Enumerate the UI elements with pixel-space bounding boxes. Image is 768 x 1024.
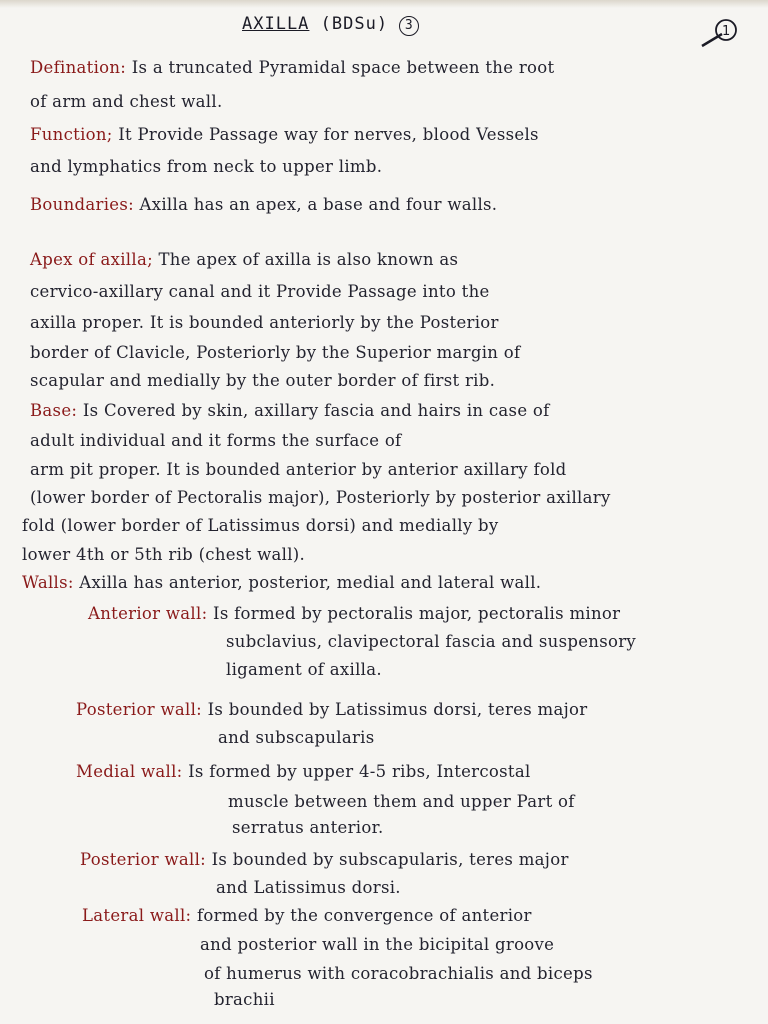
svg-text:1: 1 bbox=[722, 24, 731, 39]
base-text-1: Is Covered by skin, axillary fascia and hairs in case of bbox=[82, 401, 550, 420]
walls-text-1: Axilla has anterior, posterior, medial and lateral wall. bbox=[79, 573, 542, 592]
posterior-wall-a-text-2: and subscapularis bbox=[218, 728, 375, 747]
walls-line-1 bbox=[22, 573, 541, 592]
definition-heading: Defination: bbox=[30, 58, 127, 77]
anterior-wall-text-2: subclavius, clavipectoral fascia and suspensory bbox=[226, 632, 637, 651]
base-line-2 bbox=[30, 431, 401, 450]
posterior-wall-b-text-2: and Latissimus dorsi. bbox=[216, 878, 401, 897]
definition-text-1: Is a truncated Pyramidal space between the root bbox=[131, 58, 555, 77]
base-line-1 bbox=[30, 401, 550, 420]
medial-wall-heading: Medial wall: bbox=[76, 762, 183, 781]
lateral-wall-line-2 bbox=[200, 935, 554, 954]
definition-line-2 bbox=[30, 92, 223, 111]
posterior-wall-b-heading: Posterior wall: bbox=[80, 850, 207, 869]
base-line-5 bbox=[22, 516, 499, 535]
posterior-wall-b-text-1: Is bounded by subscapularis, teres major bbox=[211, 850, 569, 869]
function-text-2: and lymphatics from neck to upper limb. bbox=[30, 157, 383, 176]
anterior-wall-text-3: ligament of axilla. bbox=[226, 660, 382, 679]
base-line-3 bbox=[30, 460, 567, 479]
medial-wall-text-2: muscle between them and upper Part of bbox=[228, 792, 575, 811]
apex-text-5: scapular and medially by the outer border of first rib. bbox=[30, 371, 496, 390]
apex-line-3 bbox=[30, 313, 499, 332]
apex-text-1: The apex of axilla is also known as bbox=[158, 250, 459, 269]
apex-line-2 bbox=[30, 282, 490, 301]
base-text-4: (lower border of Pectoralis major), Posteriorly by posterior axillary bbox=[30, 488, 611, 507]
lateral-wall-text-3: of humerus with coracobrachialis and biceps bbox=[204, 964, 593, 983]
boundaries-text-1: Axilla has an apex, a base and four walls. bbox=[139, 195, 498, 214]
medial-wall-line-1 bbox=[76, 762, 531, 781]
apex-text-4: border of Clavicle, Posteriorly by the Superior margin of bbox=[30, 343, 521, 362]
page-number: 3 bbox=[399, 16, 419, 36]
medial-wall-line-2 bbox=[228, 792, 575, 811]
posterior-wall-a-line-2 bbox=[218, 728, 375, 747]
title-sub: (BDSu) bbox=[320, 14, 389, 34]
base-line-6 bbox=[22, 545, 305, 564]
boundaries-heading: Boundaries: bbox=[30, 195, 134, 214]
function-text-1: It Provide Passage way for nerves, blood Vessels bbox=[118, 125, 539, 144]
apex-text-3: axilla proper. It is bounded anteriorly by the Posterior bbox=[30, 313, 499, 332]
lateral-wall-line-1 bbox=[82, 906, 532, 925]
lateral-wall-text-4: brachii bbox=[214, 990, 275, 1009]
apex-heading: Apex of axilla; bbox=[30, 250, 153, 269]
posterior-wall-a-heading: Posterior wall: bbox=[76, 700, 203, 719]
base-text-5: fold (lower border of Latissimus dorsi) and medially by bbox=[22, 516, 499, 535]
page-edge-shadow bbox=[0, 0, 768, 8]
anterior-wall-line-3 bbox=[226, 660, 382, 679]
apex-text-2: cervico-axillary canal and it Provide Passage into the bbox=[30, 282, 490, 301]
function-line-2 bbox=[30, 157, 382, 176]
lateral-wall-line-3 bbox=[204, 964, 593, 983]
base-line-4 bbox=[30, 488, 611, 507]
medial-wall-line-3 bbox=[232, 818, 384, 837]
apex-line-1 bbox=[30, 250, 458, 269]
posterior-wall-b-line-1 bbox=[80, 850, 569, 869]
posterior-wall-b-line-2 bbox=[216, 878, 401, 897]
apex-line-5 bbox=[30, 371, 495, 390]
base-text-2: adult individual and it forms the surface of bbox=[30, 431, 402, 450]
lateral-wall-heading: Lateral wall: bbox=[82, 906, 192, 925]
function-heading: Function; bbox=[30, 125, 113, 144]
title-main: AXILLA bbox=[242, 14, 310, 34]
anterior-wall-text-1: Is formed by pectoralis major, pectoralis minor bbox=[213, 604, 621, 623]
base-heading: Base: bbox=[30, 401, 78, 420]
function-line-1 bbox=[30, 125, 539, 144]
lateral-wall-text-1: formed by the convergence of anterior bbox=[196, 906, 532, 925]
anterior-wall-line-1 bbox=[88, 604, 620, 623]
definition-line-1 bbox=[30, 58, 554, 77]
posterior-wall-a-text-1: Is bounded by Latissimus dorsi, teres major bbox=[207, 700, 588, 719]
boundaries-line-1 bbox=[30, 195, 497, 214]
medial-wall-text-1: Is formed by upper 4-5 ribs, Intercostal bbox=[188, 762, 531, 781]
definition-text-2: of arm and chest wall. bbox=[30, 92, 223, 111]
lateral-wall-text-2: and posterior wall in the bicipital groove bbox=[200, 935, 555, 954]
anterior-wall-heading: Anterior wall: bbox=[88, 604, 208, 623]
posterior-wall-a-line-1 bbox=[76, 700, 587, 719]
lateral-wall-line-4 bbox=[214, 990, 275, 1009]
apex-line-4 bbox=[30, 343, 520, 362]
base-text-6: lower 4th or 5th rib (chest wall). bbox=[22, 545, 306, 564]
page-circle-mark-icon bbox=[696, 10, 744, 54]
walls-heading: Walls: bbox=[22, 573, 74, 592]
anterior-wall-line-2 bbox=[226, 632, 636, 651]
medial-wall-text-3: serratus anterior. bbox=[232, 818, 384, 837]
page-title bbox=[242, 14, 419, 36]
base-text-3: arm pit proper. It is bounded anterior by anterior axillary fold bbox=[30, 460, 567, 479]
